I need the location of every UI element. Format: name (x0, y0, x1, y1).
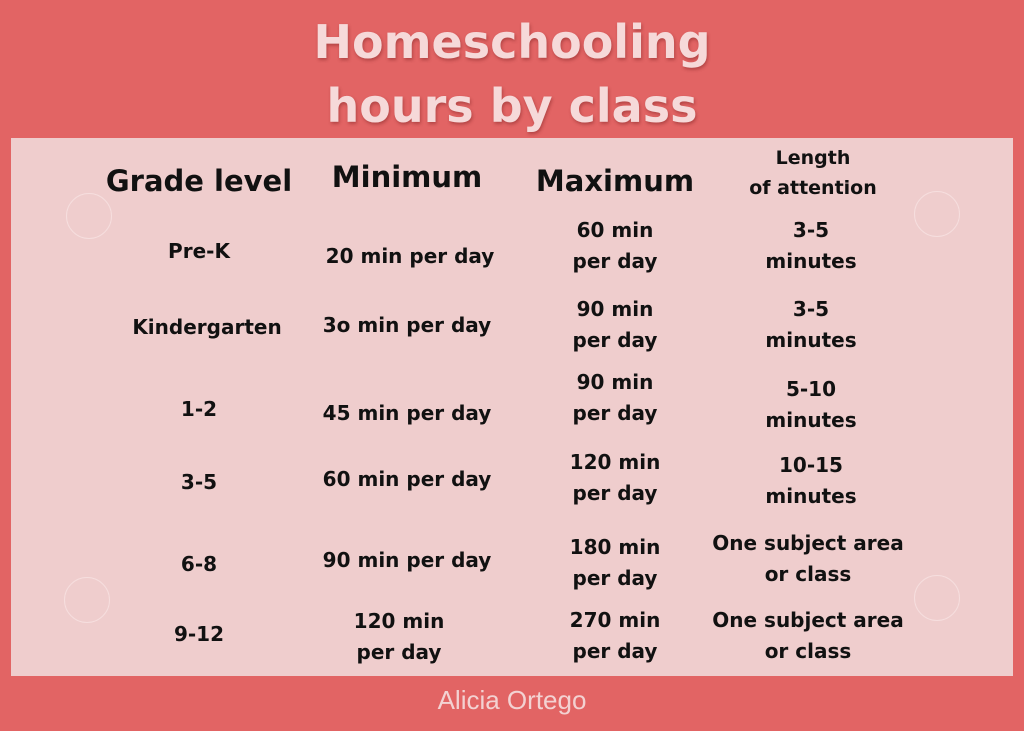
cell-line: 180 min (569, 535, 661, 559)
table-cell-minimum (326, 241, 495, 272)
cell-line: 90 min (576, 297, 654, 321)
cell-line: 60 min per day (322, 467, 492, 491)
cell-line: One subject area (712, 531, 904, 555)
cell-line: per day (572, 401, 658, 425)
cell-line: per day (572, 481, 658, 505)
table-cell-minimum (323, 464, 492, 495)
decorative-ring (64, 577, 110, 623)
cell-line: 120 min (569, 450, 661, 474)
column-header-maximum: Maximum (535, 164, 695, 198)
cell-line: 90 min per day (322, 548, 492, 572)
table-cell-attention (712, 528, 903, 590)
table-cell-minimum (323, 310, 491, 341)
hours-table (11, 138, 1013, 676)
table-cell-maximum (573, 215, 658, 277)
cell-line: 3-5 (792, 297, 830, 321)
cell-line: 60 min (576, 218, 654, 242)
table-cell-grade: Pre-K (168, 239, 230, 263)
decorative-ring (66, 193, 112, 239)
cell-line: per day (356, 640, 442, 664)
cell-line: 10-15 (779, 453, 843, 477)
table-cell-minimum (323, 545, 492, 576)
cell-line: minutes (765, 328, 857, 352)
page-title-line-1: Homeschooling (313, 15, 711, 69)
cell-line: per day (572, 328, 658, 352)
cell-line: 5-10 (785, 377, 837, 401)
table-cell-grade: 6-8 (180, 552, 218, 576)
cell-line: minutes (765, 484, 857, 508)
table-cell-attention (712, 605, 903, 667)
cell-line: 3o min per day (322, 313, 492, 337)
table-cell-grade: 9-12 (173, 622, 225, 646)
cell-line: 120 min (353, 609, 445, 633)
cell-line: per day (572, 639, 658, 663)
table-cell-grade: 3-5 (180, 470, 218, 494)
column-header-grade-level: Grade level (105, 164, 293, 198)
decorative-ring (914, 191, 960, 237)
cell-line: 3-5 (792, 218, 830, 242)
table-cell-maximum (573, 367, 658, 429)
cell-line: or class (764, 639, 852, 663)
column-header-minimum: Minimum (331, 160, 483, 194)
cell-line: 90 min (576, 370, 654, 394)
cell-line: One subject area (712, 608, 904, 632)
cell-line: 45 min per day (322, 401, 492, 425)
cell-line: 20 min per day (325, 244, 495, 268)
cell-line: 270 min (569, 608, 661, 632)
table-cell-attention (765, 450, 856, 512)
column-header-line: Length (775, 147, 851, 169)
table-cell-grade: Kindergarten (132, 315, 282, 339)
cell-line: minutes (765, 408, 857, 432)
page-title-line-2: hours by class (326, 79, 698, 133)
cell-line: per day (572, 566, 658, 590)
table-cell-attention (765, 215, 856, 277)
cell-line: or class (764, 562, 852, 586)
table-cell-attention (765, 294, 856, 356)
table-cell-maximum (570, 447, 661, 509)
column-header-line: of attention (749, 177, 877, 199)
column-header-length-of-attention (749, 143, 877, 203)
cell-line: per day (572, 249, 658, 273)
table-cell-minimum (323, 398, 492, 429)
table-cell-maximum (570, 532, 661, 594)
table-cell-grade: 1-2 (180, 397, 218, 421)
table-cell-attention (765, 374, 856, 436)
table-cell-maximum (570, 605, 661, 667)
decorative-ring (914, 575, 960, 621)
cell-line: minutes (765, 249, 857, 273)
author-credit: Alicia Ortego (437, 685, 587, 715)
table-cell-minimum (354, 606, 445, 668)
table-cell-maximum (573, 294, 658, 356)
